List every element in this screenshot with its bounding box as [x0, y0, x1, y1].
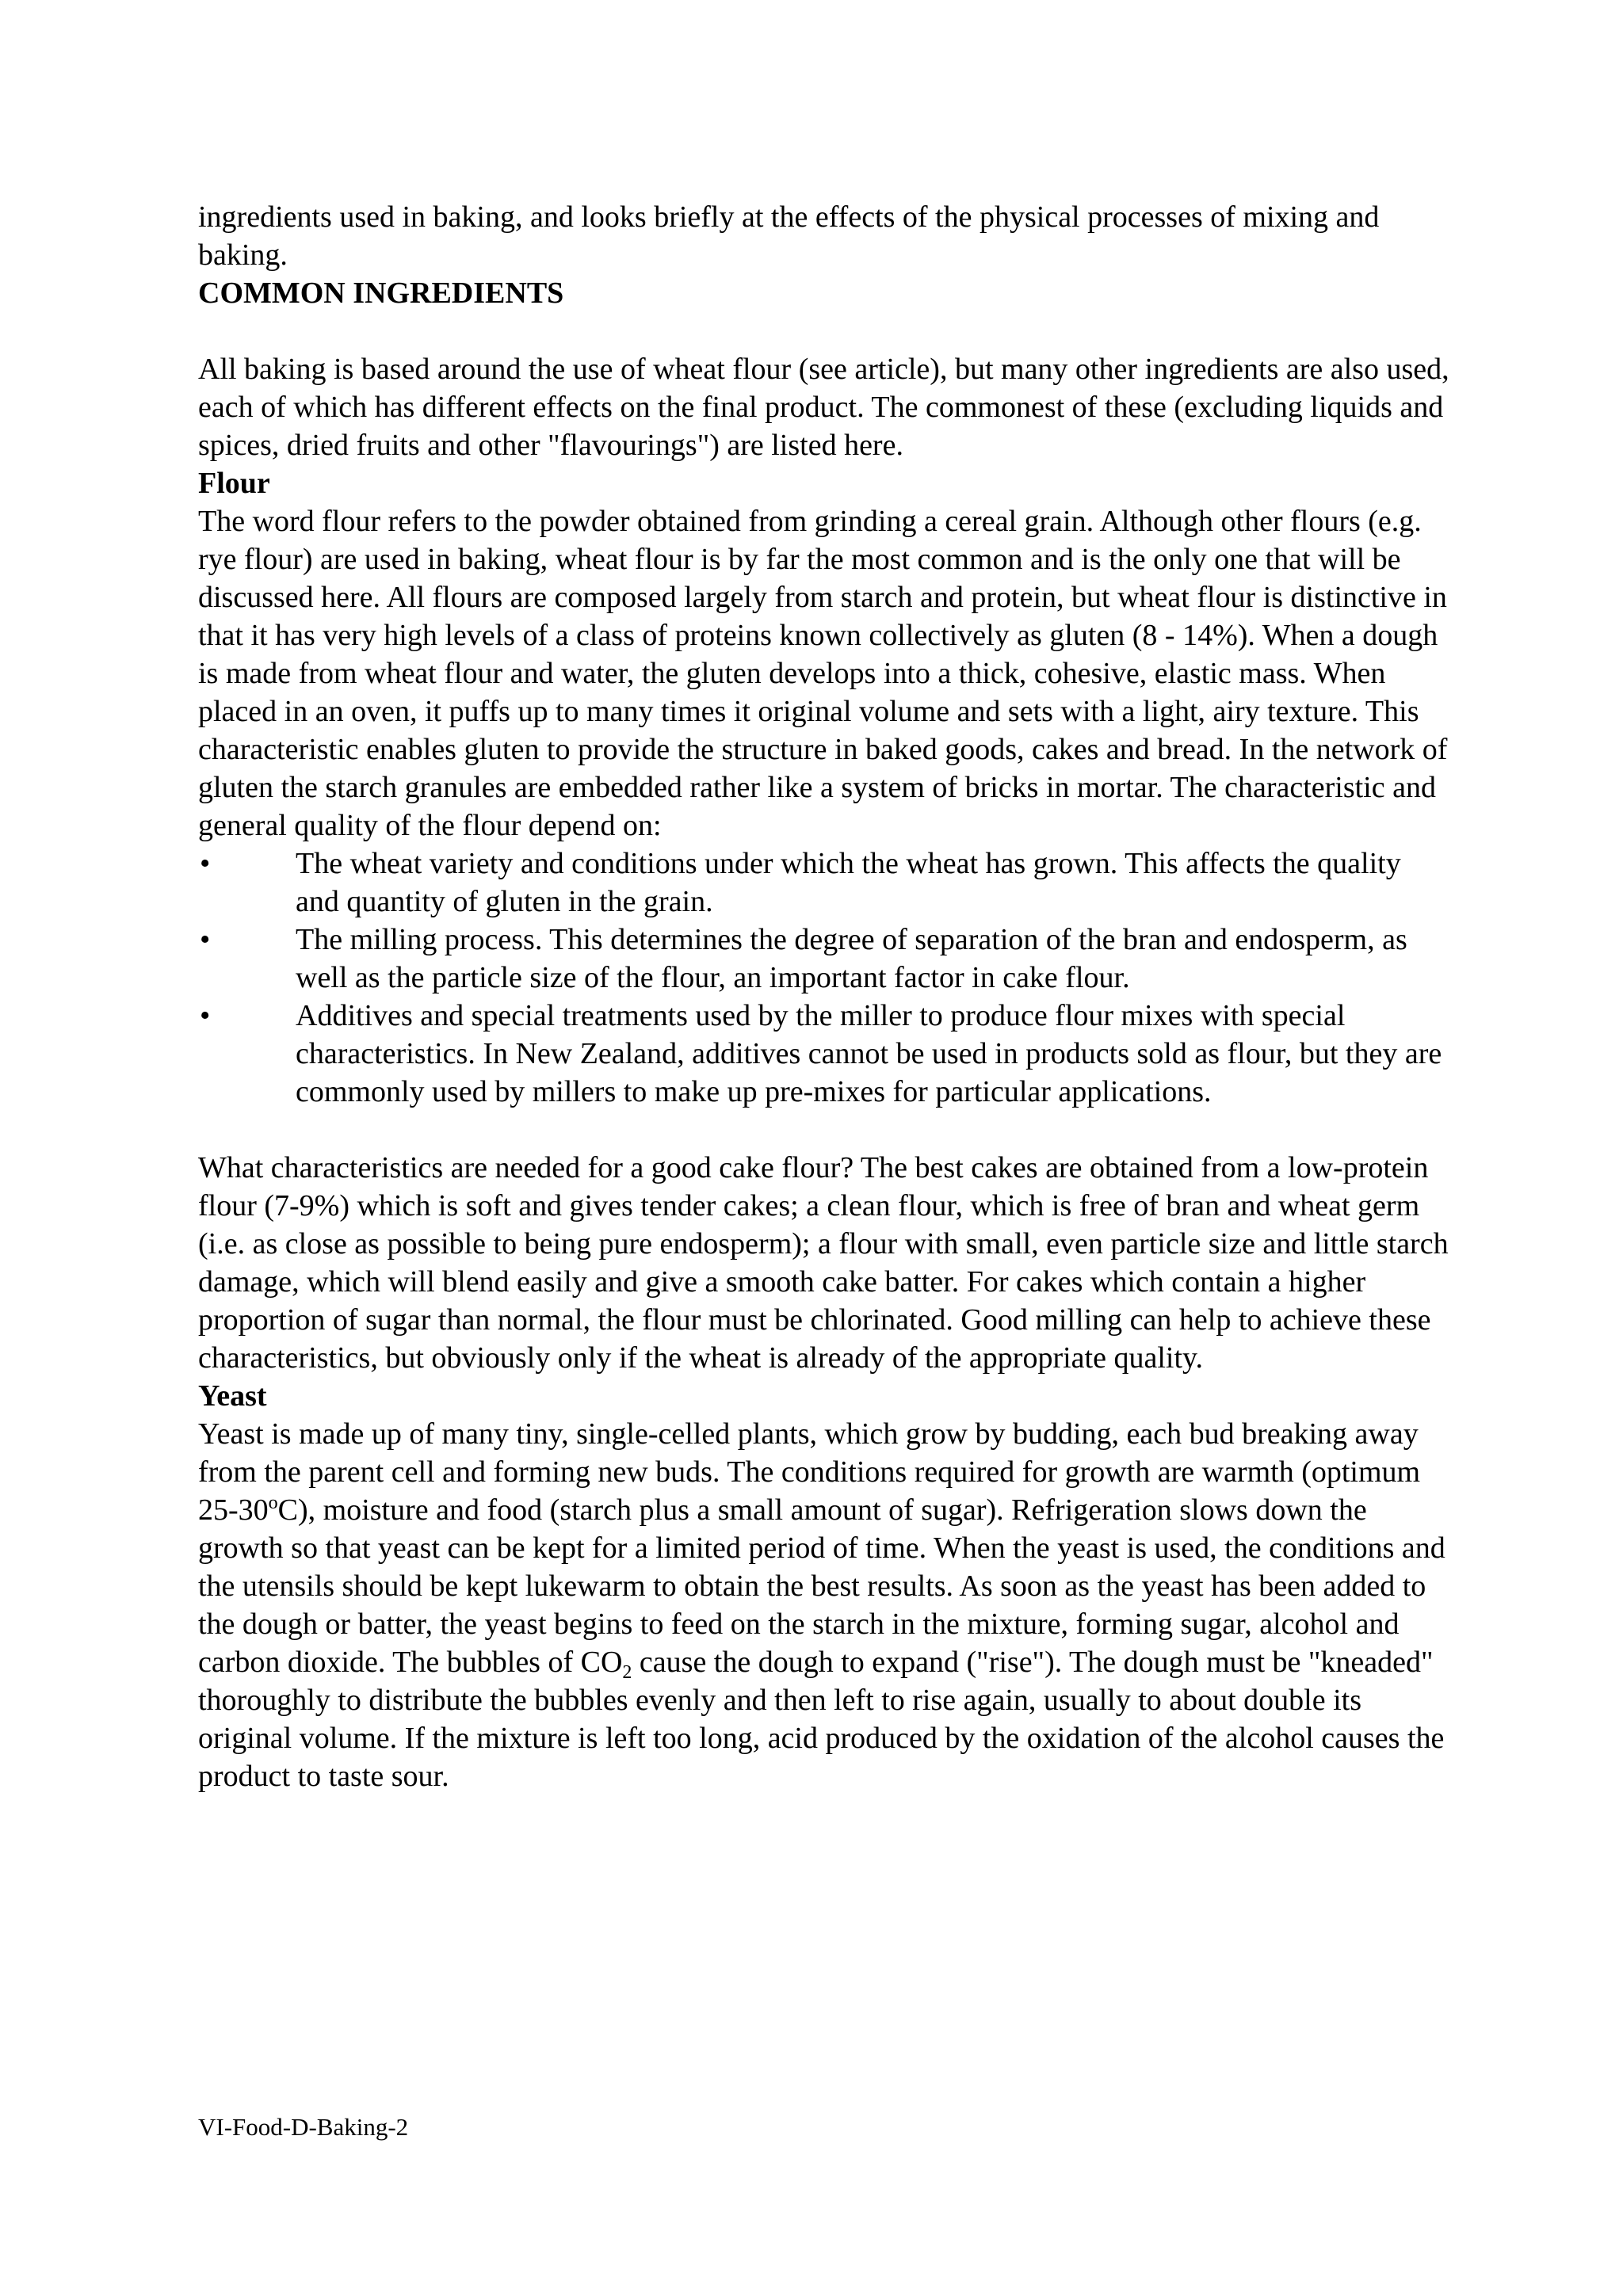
list-item: [198, 921, 1450, 997]
subheading-yeast: Yeast: [198, 1379, 267, 1413]
yeast-paragraph: [198, 1415, 1450, 1795]
degree-superscript: o: [268, 1493, 278, 1513]
section-heading-common-ingredients: COMMON INGREDIENTS: [198, 277, 564, 310]
yeast-text-part-1: Yeast is made up of many tiny, single-celled plants, which grow by budding, each bud breaking away from the parent cell and forming new buds. The conditions required for growth are warmth (optimum 25-30: [198, 1417, 1421, 1527]
list-item-text: The wheat variety and conditions under which the wheat has grown. This affects the quality and quantity of gluten in the grain.: [296, 847, 1401, 918]
list-item-text: The milling process. This determines the degree of separation of the bran and endosperm, as well as the particle size of the flour, an important factor in cake flour.: [296, 923, 1407, 994]
cake-flour-paragraph: What characteristics are needed for a good cake flour? The best cakes are obtained from a low-protein flour (7-9%) which is soft and gives tender cakes; a clean flour, which is free of bran and wheat germ (i.e. as close as possible to being pure endosperm); a flour with small, even particle size and little starch damage, which will blend easily and give a smooth cake batter. For cakes which contain a higher proportion of sugar than normal, the flour must be chlorinated. Good milling can help to achieve these characteristics, but obviously only if the wheat is already of the appropriate quality.: [198, 1151, 1449, 1375]
common-ingredients-paragraph: All baking is based around the use of wheat flour (see article), but many other ingredients are also used, each of which has different effects on the final product. The commonest of these (excluding liquids and spices, dried fruits and other "flavourings") are listed here.: [198, 353, 1449, 462]
yeast-text-part-3: cause the dough to expand ("rise"). The dough must be "kneaded" thoroughly to distribute the bubbles evenly and then left to rise again, usually to about double its original volume. If the mixture is left too long, acid produced by the oxidation of the alcohol causes the product to taste sour.: [198, 1646, 1445, 1793]
flour-quality-list: [198, 845, 1450, 1111]
co2-subscript: 2: [622, 1662, 632, 1683]
flour-paragraph: The word flour refers to the powder obtained from grinding a cereal grain. Although other flours (e.g. rye flour) are used in baking, wheat flour is by far the most common and is the only one that will be discussed here. All flours are composed largely from starch and protein, but wheat flour is distinctive in that it has very high levels of a class of proteins known collectively as gluten (8 - 14%). When a dough is made from wheat flour and water, the gluten develops into a thick, cohesive, elastic mass. When placed in an oven, it puffs up to many times it original volume and sets with a light, airy texture. This characteristic enables gluten to provide the structure in baked goods, cakes and bread. In the network of gluten the starch granules are embedded rather like a system of bricks in mortar. The characteristic and general quality of the flour depend on:: [198, 505, 1448, 842]
bullet-icon: •: [200, 999, 211, 1032]
list-item: [198, 997, 1450, 1111]
subheading-flour: Flour: [198, 467, 270, 500]
bullet-icon: •: [200, 847, 211, 880]
list-item: [198, 845, 1450, 921]
page-footer: VI-Food-D-Baking-2: [198, 2113, 409, 2141]
intro-paragraph: ingredients used in baking, and looks briefly at the effects of the physical processes of mixing and baking.: [198, 200, 1380, 272]
document-page: [198, 198, 1450, 1795]
yeast-text-part-2: C), moisture and food (starch plus a small amount of sugar). Refrigeration slows down the growth so that yeast can be kept for a limited period of time. When the yeast is used, the conditions and the utensils should be kept lukewarm to obtain the best results. As soon as the yeast has been added to the dough or batter, the yeast begins to feed on the starch in the mixture, forming sugar, alcohol and carbon dioxide. The bubbles of CO: [198, 1493, 1445, 1679]
list-item-text: Additives and special treatments used by the miller to produce flour mixes with special characteristics. In New Zealand, additives cannot be used in products sold as flour, but they are commonly used by millers to make up pre-mixes for particular applications.: [296, 999, 1442, 1108]
bullet-icon: •: [200, 923, 211, 956]
